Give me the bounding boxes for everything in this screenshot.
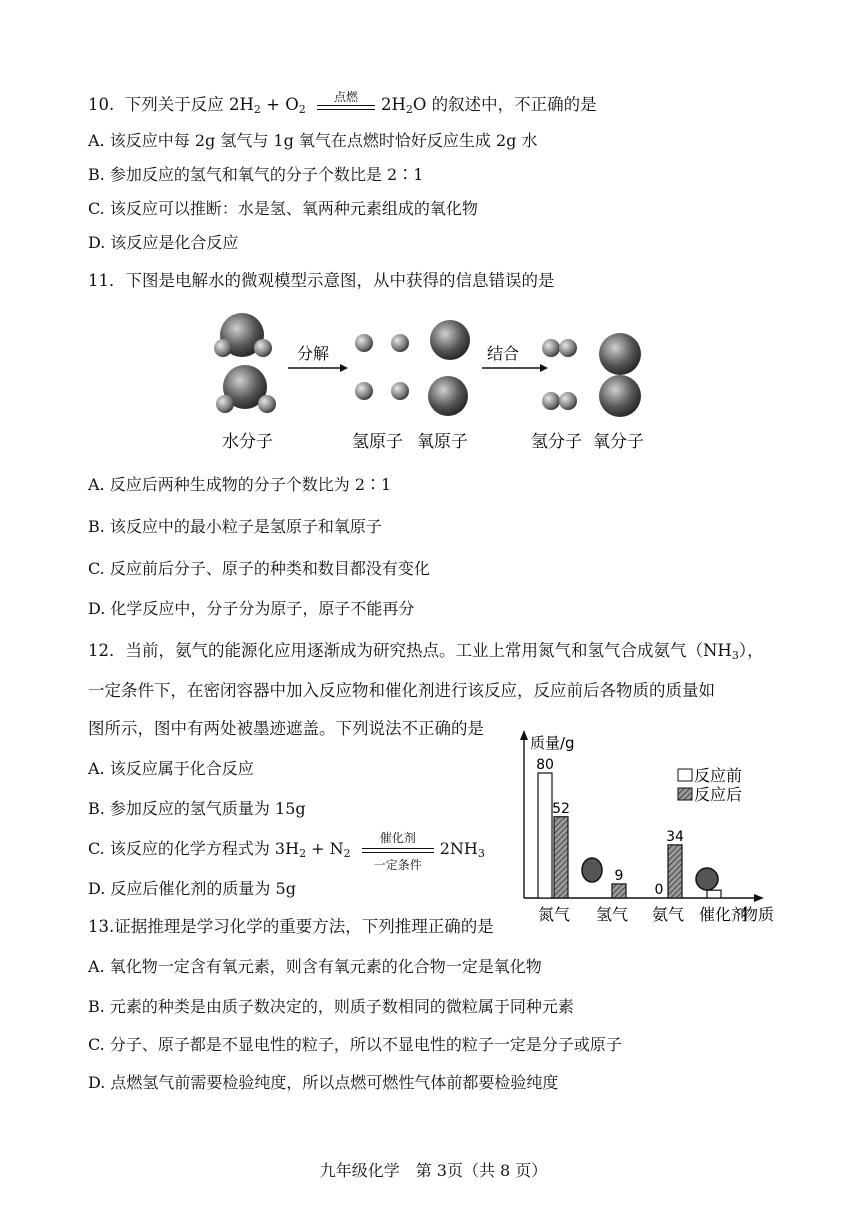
q12-option-d: D. 反应后催化剂的质量为 5g (88, 879, 296, 898)
q12-condition-bottom: 一定条件 (373, 857, 422, 872)
q10-reaction-arrow (317, 89, 375, 117)
q13-stem: 13.证据推理是学习化学的重要方法，下列推理正确的是 (88, 917, 494, 936)
q10-condition: 点燃 (333, 89, 358, 104)
q10-stem-mid: + O (260, 95, 299, 114)
q10-stem: 10. 下列关于反应 $2H_2 + O_2$ 点燃 $2H_2O$ 的叙述中，不正确的是 (88, 94, 597, 121)
q13-option-d: D. 点燃氢气前需要检验纯度，所以点燃可燃性气体前都要检验纯度 (88, 1073, 559, 1092)
hydrogen-atom (391, 382, 409, 400)
q12-option-c-mid: + N (306, 839, 344, 858)
q12-stem-line2: 一定条件下，在密闭容器中加入反应物和催化剂进行该反应，反应前后各物质的质量如 (88, 681, 715, 700)
category-label: 氢气 (595, 905, 629, 924)
legend-swatch-after (678, 788, 692, 800)
decompose-label: 分解 (297, 344, 330, 363)
q11-option-c: C. 反应前后分子、原子的种类和数目都没有变化 (88, 559, 430, 578)
label-oxygen-atom: 氧原子 (417, 432, 468, 452)
category-label: 氨气 (651, 905, 685, 924)
label-oxygen-molecule: 氧分子 (593, 432, 644, 452)
legend-swatch-before (678, 769, 692, 781)
bar-after-0 (554, 817, 568, 898)
q12-line1-tail: ）， (738, 641, 764, 660)
q12-option-c: C. 该反应的化学方程式为 $3H_2 + N_2$ 催化剂 一定条件 $2NH_3$ (88, 838, 485, 865)
q10-option-b: B. 参加反应的氢气和氧气的分子个数比是 2∶1 (88, 165, 424, 184)
category-label: 氮气 (537, 905, 571, 924)
hydrogen-atom (355, 334, 373, 352)
bar-before-0 (538, 773, 552, 898)
label-water-molecule: 水分子 (222, 432, 273, 452)
q10-option-c: C. 该反应可以推断：水是氢、氧两种元素组成的氧化物 (88, 199, 478, 218)
oxygen-atom (430, 320, 470, 360)
q12-option-a: A. 该反应属于化合反应 (88, 759, 254, 778)
ink-blot (696, 868, 718, 890)
x-axis-label: 物质 (742, 905, 775, 924)
zero-label: 0 (654, 882, 664, 898)
bar-after-2 (668, 845, 682, 898)
oxygen-molecule (599, 333, 641, 417)
q10-product: 2H (380, 95, 406, 114)
hydrogen-molecule (542, 392, 577, 410)
q12-option-c-text: C. 该反应的化学方程式为 3H (88, 839, 300, 858)
hydrogen-atom (391, 334, 409, 352)
q12-line1-text: 12．当前，氨气的能源化应用逐渐成为研究热点。工业上常用氮气和氢气合成氨气（NH (88, 641, 732, 660)
q13-option-a: A. 氧化物一定含有氧元素，则含有氧元素的化合物一定是氧化物 (88, 957, 542, 976)
q12-reaction-arrow (362, 830, 434, 872)
label-hydrogen-molecule: 氢分子 (531, 432, 582, 452)
q13-option-c: C. 分子、原子都是不显电性的粒子，所以不显电性的粒子一定是分子或原子 (88, 1035, 622, 1054)
q12-condition-top: 催化剂 (379, 830, 416, 845)
ink-blot (582, 858, 602, 882)
q12-option-c-product: 2NH (439, 839, 478, 858)
bar-before-3 (707, 890, 721, 898)
label-hydrogen-atom: 氢原子 (352, 432, 403, 452)
data-label: 80 (536, 757, 554, 773)
chart-legend (678, 766, 742, 804)
q10-number: 10. (88, 95, 115, 114)
q11-option-d: D. 化学反应中，分子分为原子，原子不能再分 (88, 599, 415, 618)
q11-option-b: B. 该反应中的最小粒子是氢原子和氧原子 (88, 517, 382, 536)
water-molecule-1 (214, 313, 272, 357)
data-label: 52 (552, 800, 570, 817)
electrolysis-diagram (200, 312, 670, 462)
hydrogen-atom (355, 382, 373, 400)
q11-option-a: A. 反应后两种生成物的分子个数比为 2∶1 (88, 475, 392, 494)
q10-option-a: A. 该反应中每 2g 氢气与 1g 氧气在点燃时恰好反应生成 2g 水 (88, 131, 538, 150)
legend-after: 反应后 (694, 785, 743, 804)
q10-stem-text: 下列关于反应 2H (124, 95, 254, 114)
combine-label: 结合 (487, 344, 520, 363)
bar-after-1 (612, 884, 626, 898)
hydrogen-molecule (542, 339, 577, 357)
q13-option-b: B. 元素的种类是由质子数决定的，则质子数相同的微粒属于同种元素 (88, 997, 574, 1016)
q10-option-d: D. 该反应是化合反应 (88, 233, 239, 252)
q12-stem-line1: 12．当前，氨气的能源化应用逐渐成为研究热点。工业上常用氮气和氢气合成氨气$(NH_3)$， (88, 641, 764, 662)
q10-stem-tail: O 的叙述中，不正确的是 (412, 95, 597, 114)
legend-before: 反应前 (694, 766, 743, 785)
q11-stem: 11．下图是电解水的微观模型示意图，从中获得的信息错误的是 (88, 271, 555, 290)
q12-option-b: B. 参加反应的氢气质量为 15g (88, 799, 306, 818)
oxygen-atom (428, 376, 468, 416)
page-footer: 九年级化学 第 3页（共 8 页） (319, 1161, 548, 1180)
water-molecule-2 (216, 365, 276, 413)
category-label: 催化剂 (698, 905, 748, 924)
data-label: 9 (614, 867, 624, 884)
data-label: 34 (666, 828, 684, 845)
mass-bar-chart (510, 730, 800, 930)
q12-stem-line3: 图所示，图中有两处被墨迹遮盖。下列说法不正确的是 (88, 719, 484, 738)
y-axis-label: 质量/g (530, 734, 575, 752)
